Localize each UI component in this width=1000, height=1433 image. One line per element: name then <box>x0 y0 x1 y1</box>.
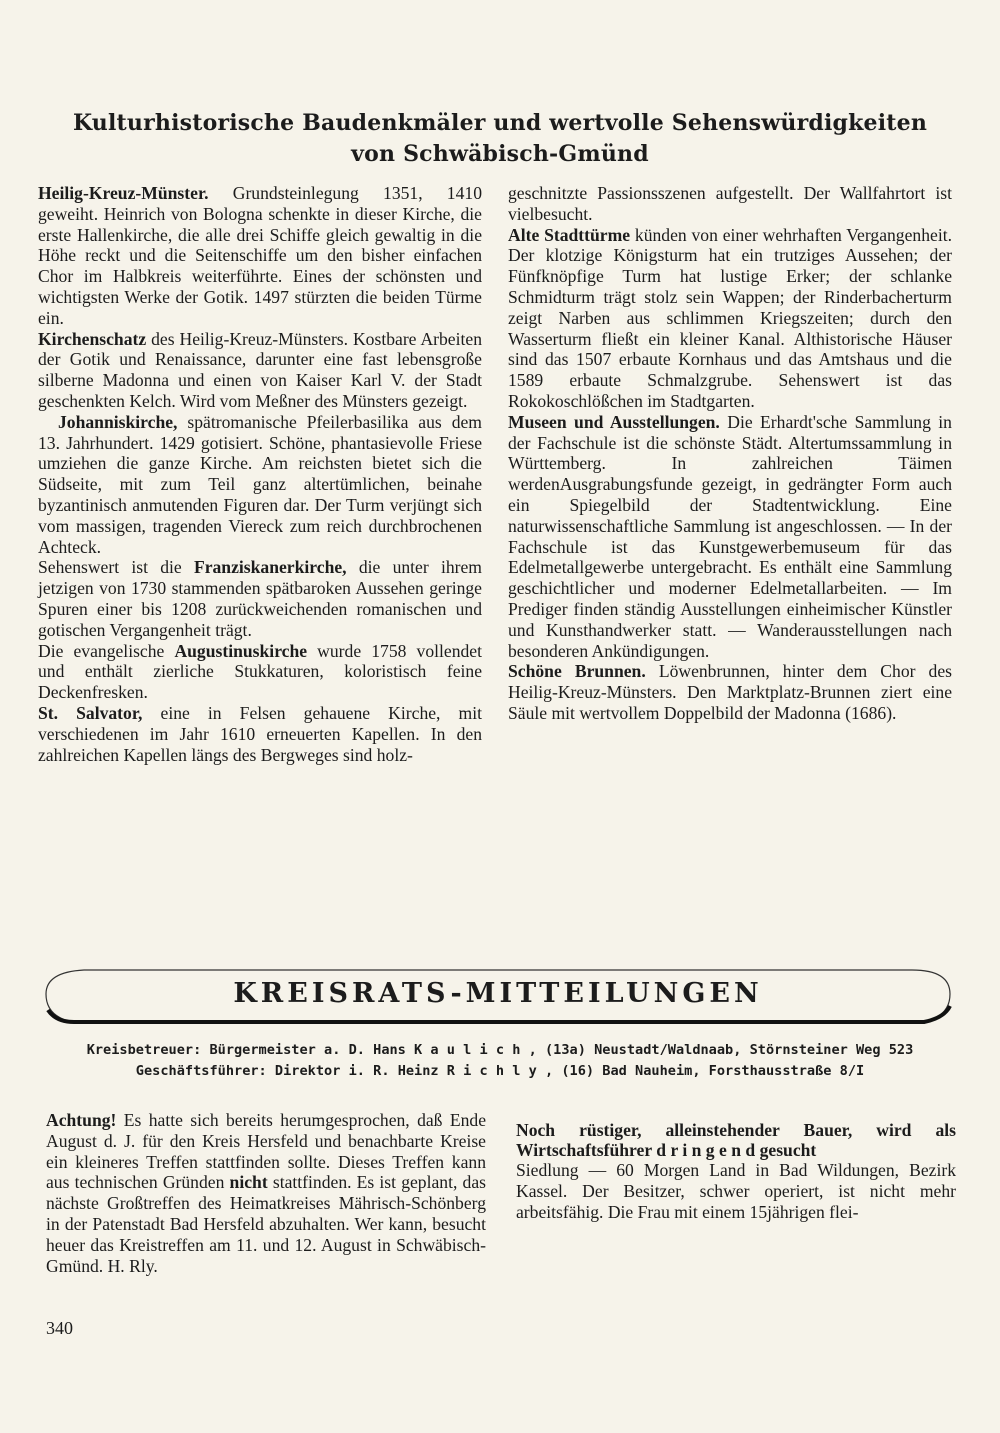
paragraph-achtung: Achtung! Es hatte sich bereits herumgesprochen, daß Ende August d. J. für den Kreis Hersfeld und benachbarte Kreise ein kleineres Treffen stattfinden sollte. Dieses Treffen kann aus technischen Gründen nicht stattfinden. Es ist geplant, das nächste Großtreffen des Heimatkreises Mährisch-Schönberg in der Patenstadt Bad Hersfeld abzuhalten. Wer kann, besucht heuer das Kreistreffen am 11. und 12. August in Schwäbisch-Gmünd. H. Rly. <box>46 1110 486 1276</box>
paragraph-stadttuerme: Alte Stadttürme künden von einer wehrhaften Vergangenheit. Der klotzige Königsturm hat ein trutziges Aussehen; der Fünfknöpfige Turm hat lustige Erker; der schlanke Schmidturm trägt stolz sein Wappen; der Rinderbacherturm zeigt Narben aus schlimmen Kriegszeiten; durch den Wasserturm fließt ein kleiner Kanal. Althistorische Häuser sind das 1507 erbaute Kornhaus und das Amtshaus und die 1589 erbaute Schmalzgrube. Sehenswert ist das Rokokoschlößchen im Stadtgarten. <box>508 224 952 411</box>
paragraph-johanniskirche: Johanniskirche, spätromanische Pfeilerbasilika aus dem 13. Jahrhundert. 1429 gotisiert. Schöne, phantasievolle Friese umziehen die ganze Kirche. Am reichsten bietet sich die Südseite, mit zum Teil ganz altertümlichen, beinahe byzantinisch anmutenden Figuren dar. Der Turm verjüngt sich vom massigen, tragenden Viereck zum reich durchbrochenen Achteck. <box>38 411 482 557</box>
kreisbetreuer-line: Kreisbetreuer: Bürgermeister a. D. Hans K a u l i c h , (13a) Neustadt/Waldnaab, Störnsteiner Weg 523 <box>86 1042 914 1058</box>
banner-title: KREISRATS-MITTEILUNGEN <box>233 978 763 1009</box>
article-column-left <box>38 183 482 765</box>
paragraph-franziskanerkirche: Sehenswert ist die Franziskanerkirche, die unter ihrem jetzigen von 1730 stammenden spätbaroken Aussehen geringe Spuren einer bis 1208 zurückweichenden romanischen und gotischen Vergangenheit trägt. <box>38 557 482 640</box>
article-column-right <box>508 183 952 724</box>
paragraph-kirchenschatz: Kirchenschatz des Heilig-Kreuz-Münsters. Kostbare Arbeiten der Gotik und Renaissance, darunter eine fast lebensgroße silberne Madonna und einen von Kaiser Karl V. der Stadt geschenkten Kelch. Wird vom Meßner des Münsters gezeigt. <box>38 328 482 411</box>
notice-column-right <box>516 1108 956 1222</box>
notice-column-left <box>46 1110 486 1276</box>
section-banner <box>44 966 952 1024</box>
paragraph-museen: Museen und Ausstellungen. Die Erhardt'sche Sammlung in der Fachschule ist die schönste Städt. Altertumssammlung in Württemberg. In zahlreichen Täimen werdenAusgrabungsfunde gezeigt, in gedrängter Form auch ein Spiegelbild der Stadtentwicklung. Eine naturwissenschaftliche Sammlung ist angeschlossen. — In der Fachschule ist das Kunstgewerbemuseum für das Edelmetallgewerbe untergebracht. Es enthält eine Sammlung geschichtlicher und moderner Edelmetallarbeiten. — Im Prediger finden ständig Ausstellungen einheimischer Künstler und Kunsthandwerker statt. — Wanderausstellungen nach besonderen Ankündigungen. <box>508 411 952 661</box>
paragraph-brunnen: Schöne Brunnen. Löwenbrunnen, hinter dem Chor des Heilig-Kreuz-Münsters. Den Marktplatz-Brunnen ziert eine Säule mit wertvollem Doppelbild der Madonna (1686). <box>508 661 953 723</box>
wanted-heading: Noch rüstiger, alleinstehender Bauer, wird als Wirtschaftsführer d r i n g e n d gesucht <box>516 1120 956 1160</box>
geschaeftsfuehrer-line: Geschäftsführer: Direktor i. R. Heinz R i c h l y , (16) Bad Nauheim, Forsthausstraße 8/I <box>135 1063 865 1079</box>
paragraph-passionsszenen: geschnitzte Passionsszenen aufgestellt. Der Wallfahrtort ist vielbesucht. <box>508 183 952 224</box>
page-number: 340 <box>46 1318 73 1338</box>
article-title: Kulturhistorische Baudenkmäler und wertvolle Sehenswürdigkeiten von Schwäbisch-Gmünd <box>72 110 928 167</box>
paragraph-augustinuskirche: Die evangelische Augustinuskirche wurde 1758 vollendet und enthält zierliche Stukkaturen, koloristisch feine Deckenfresken. <box>38 640 482 703</box>
paragraph-heilig-kreuz: Heilig-Kreuz-Münster. Grundsteinlegung 1351, 1410 geweiht. Heinrich von Bologna schenkte in dieser Kirche, die erste Hallenkirche, die alle drei Schiffe gleich gewaltig in die Höhe reckt und die Seitenschiffe um den bisher einfachen Chor im Halbkreis weiterführte. Eines der schönsten und wichtigsten Werke der Gotik. 1497 stürzten die beiden Türme ein. <box>38 183 482 328</box>
paragraph-st-salvator: St. Salvator, eine in Felsen gehauene Kirche, mit verschiedenen im Jahr 1610 erneuerten Kapellen. In den zahlreichen Kapellen längs des Bergweges sind holz- <box>38 702 482 765</box>
wanted-text: Siedlung — 60 Morgen Land in Bad Wildungen, Bezirk Kassel. Der Besitzer, schwer operiert, ist nicht mehr arbeitsfähig. Die Frau mit einem 15jährigen flei- <box>516 1160 956 1222</box>
